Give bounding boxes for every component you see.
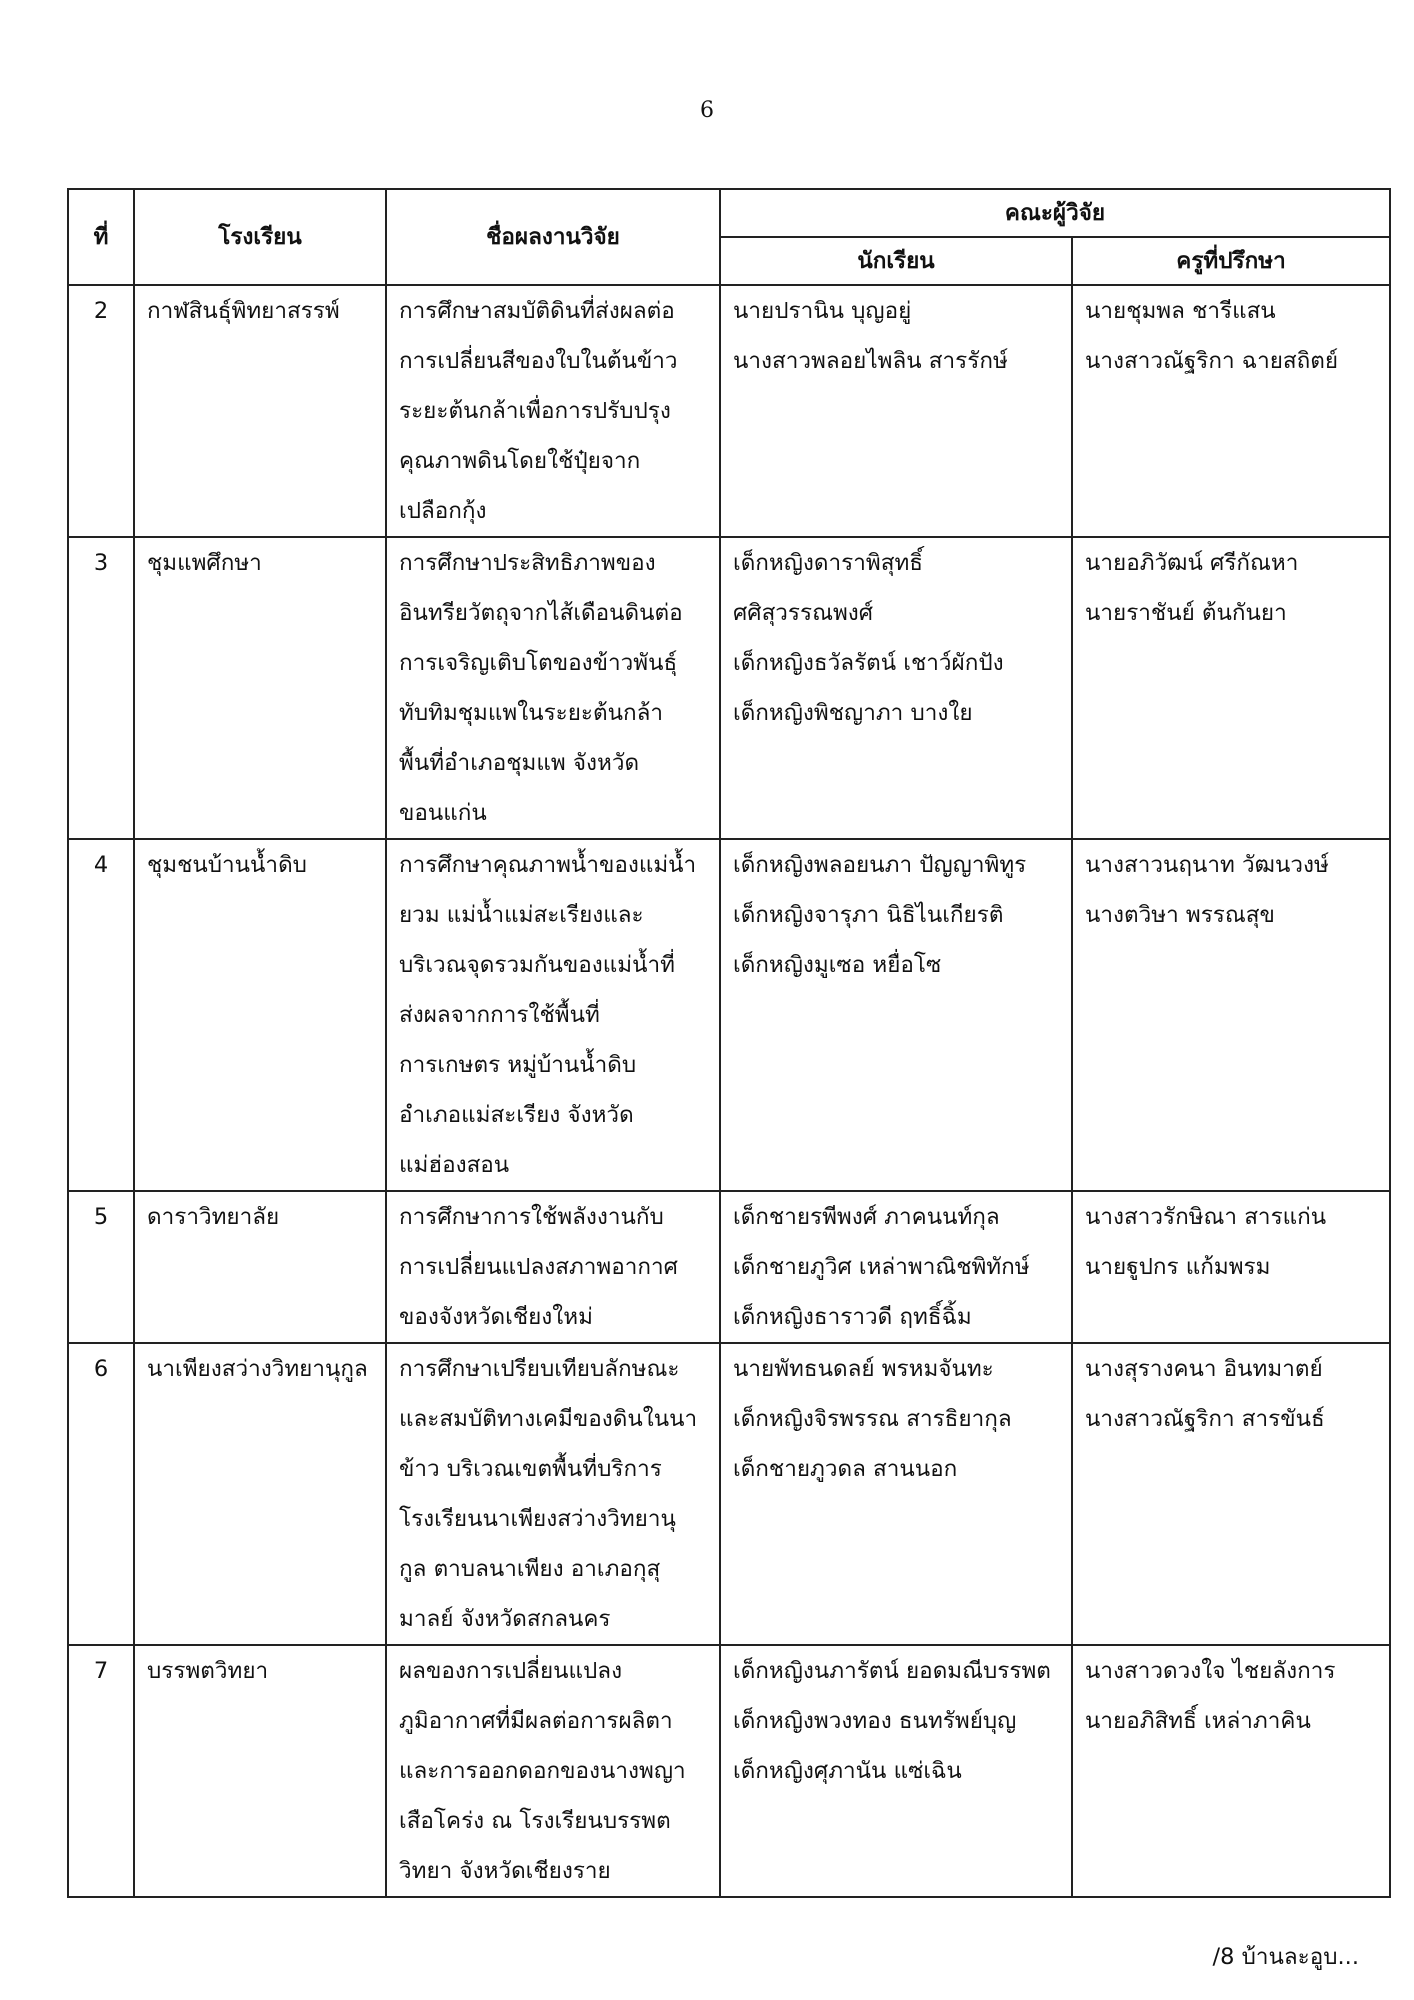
student-name: นายพัทธนดลย์ พรหมจันทะ [733, 1356, 994, 1382]
student-name: เด็กชายภูวดล สานนอก [733, 1456, 958, 1482]
student-name: เด็กหญิงธาราวดี ฤทธิ์ฉิ้ม [733, 1304, 972, 1330]
advisor-name: นางสาวณัฐริกา สารขันธ์ [1085, 1406, 1325, 1432]
title-line: ของจังหวัดเชียงใหม่ [399, 1304, 593, 1330]
title-line: การศึกษาการใช้พลังงานกับ [399, 1204, 664, 1230]
student-name: เด็กหญิงจารุภา นิธิไนเกียรติ [733, 902, 1004, 928]
header-advisors: ครูที่ปรึกษา [1072, 237, 1390, 285]
title-line: การเกษตร หมู่บ้านน้ำดิบ [399, 1052, 637, 1078]
header-students: นักเรียน [720, 237, 1072, 285]
advisor-name: นายอภิวัฒน์ ศรีกัณหา [1085, 550, 1299, 576]
title-line: ส่งผลจากการใช้พื้นที่ [399, 1002, 600, 1028]
table-row [68, 839, 1390, 1191]
title-line: พื้นที่อำเภอชุมแพ จังหวัด [399, 750, 640, 776]
advisor-name: นางสาวดวงใจ ไชยลังการ [1085, 1658, 1336, 1684]
school-cell: ชุมชนบ้านน้ำดิบ [134, 839, 386, 1191]
row-number-cell: 2 [68, 285, 134, 537]
student-name: เด็กหญิงธวัลรัตน์ เชาว์ผักปัง [733, 650, 1004, 676]
advisor-name: นายราชันย์ ต้นกันยา [1085, 600, 1287, 626]
title-line: การเจริญเติบโตของข้าวพันธุ์ [399, 650, 678, 676]
title-line: การศึกษาประสิทธิภาพของ [399, 550, 656, 576]
title-line: ทับทิมชุมแพในระยะต้นกล้า [399, 700, 664, 726]
table-row [68, 1343, 1390, 1645]
title-line: การศึกษาเปรียบเทียบลักษณะ [399, 1356, 680, 1382]
header-title: ชื่อผลงานวิจัย [386, 189, 720, 285]
school-cell: ดาราวิทยาลัย [134, 1191, 386, 1343]
students-cell [720, 537, 1072, 839]
table-row [68, 1191, 1390, 1343]
advisors-cell [1072, 1645, 1390, 1897]
title-line: ข้าว บริเวณเขตพื้นที่บริการ [399, 1456, 662, 1482]
row-number-cell: 7 [68, 1645, 134, 1897]
student-name: เด็กหญิงศุภานัน แซ่เฉิน [733, 1758, 962, 1784]
title-line: ระยะต้นกล้าเพื่อการปรับปรุง [399, 398, 671, 424]
title-line: ภูมิอากาศที่มีผลต่อการผลิตา [399, 1708, 673, 1734]
student-name: เด็กหญิงนภารัตน์ ยอดมณีบรรพต [733, 1658, 1051, 1684]
student-name: เด็กหญิงจิรพรรณ สารธิยากุล [733, 1406, 1012, 1432]
title-line: และการออกดอกของนางพญา [399, 1758, 686, 1784]
title-line: เสือโคร่ง ณ โรงเรียนบรรพต [399, 1808, 671, 1834]
students-cell [720, 1645, 1072, 1897]
row-number-cell: 5 [68, 1191, 134, 1343]
student-name: เด็กหญิงพิชญาภา บางใย [733, 700, 973, 726]
continuation-note: /8 บ้านละอูบ... [1212, 1944, 1359, 1970]
advisor-name: นายฐูปกร แก้มพรม [1085, 1254, 1271, 1280]
school-cell: นาเพียงสว่างวิทยานุกูล [134, 1343, 386, 1645]
advisors-cell [1072, 1343, 1390, 1645]
row-number-cell: 4 [68, 839, 134, 1191]
student-name: เด็กหญิงดาราพิสุทธิ์ [733, 550, 924, 576]
header-team: คณะผู้วิจัย [720, 189, 1390, 237]
school-cell: กาฬสินธุ์พิทยาสรรพ์ [134, 285, 386, 537]
students-cell [720, 1343, 1072, 1645]
student-name: ศศิสุวรรณพงศ์ [733, 600, 874, 626]
title-line: เปลือกกุ้ง [399, 498, 487, 524]
research-title-cell [386, 285, 720, 537]
title-line: โรงเรียนนาเพียงสว่างวิทยานุ [399, 1506, 676, 1532]
student-name: นายปรานิน บุญอยู่ [733, 298, 912, 324]
advisor-name: นางสาวรักษิณา สารแก่น [1085, 1204, 1327, 1230]
title-line: การศึกษาคุณภาพน้ำของแม่น้ำ [399, 852, 697, 878]
students-cell [720, 1191, 1072, 1343]
research-title-cell [386, 839, 720, 1191]
title-line: คุณภาพดินโดยใช้ปุ๋ยจาก [399, 448, 641, 474]
title-line: บริเวณจุดรวมกันของแม่น้ำที่ [399, 952, 675, 978]
title-line: การเปลี่ยนแปลงสภาพอากาศ [399, 1254, 678, 1280]
title-line: อำเภอแม่สะเรียง จังหวัด [399, 1102, 634, 1128]
advisor-name: นายชุมพล ชารีแสน [1085, 298, 1276, 324]
advisors-cell [1072, 537, 1390, 839]
header-school: โรงเรียน [134, 189, 386, 285]
title-line: มาลย์ จังหวัดสกลนคร [399, 1606, 611, 1632]
title-line: การเปลี่ยนสีของใบในต้นข้าว [399, 348, 678, 374]
title-line: การศึกษาสมบัติดินที่ส่งผลต่อ [399, 298, 675, 324]
research-title-cell [386, 1645, 720, 1897]
title-line: ผลของการเปลี่ยนแปลง [399, 1658, 623, 1684]
students-cell [720, 839, 1072, 1191]
title-line: แม่ฮ่องสอน [399, 1152, 510, 1178]
advisors-cell [1072, 839, 1390, 1191]
student-name: เด็กหญิงพลอยนภา ปัญญาพิทูร [733, 852, 1027, 878]
school-cell: บรรพตวิทยา [134, 1645, 386, 1897]
table-row [68, 285, 1390, 537]
title-line: กูล ตาบลนาเพียง อาเภอกุสุ [399, 1556, 661, 1582]
title-line: ขอนแก่น [399, 800, 487, 826]
student-name: เด็กชายรพีพงศ์ ภาคนนท์กุล [733, 1204, 1000, 1230]
student-name: เด็กหญิงพวงทอง ธนทรัพย์บุญ [733, 1708, 1017, 1734]
header-row [68, 189, 1390, 237]
research-table [67, 188, 1391, 1898]
student-name: เด็กหญิงมูเซอ หยื่อโซ [733, 952, 942, 978]
research-title-cell [386, 1191, 720, 1343]
table-body [68, 285, 1390, 1897]
student-name: นางสาวพลอยไพลิน สารรักษ์ [733, 348, 1008, 374]
advisors-cell [1072, 1191, 1390, 1343]
advisor-name: นางสุรางคนา อินทมาตย์ [1085, 1356, 1323, 1382]
title-line: และสมบัติทางเคมีของดินในนา [399, 1406, 698, 1432]
table-row [68, 537, 1390, 839]
advisor-name: นางสาวนฤนาท วัฒนวงษ์ [1085, 852, 1329, 878]
advisor-name: นางสาวณัฐริกา ฉายสถิตย์ [1085, 348, 1339, 374]
advisors-cell [1072, 285, 1390, 537]
header-no: ที่ [68, 189, 134, 285]
page-number: 6 [700, 98, 714, 123]
advisor-name: นางตวิษา พรรณสุข [1085, 902, 1275, 928]
school-cell: ชุมแพศึกษา [134, 537, 386, 839]
students-cell [720, 285, 1072, 537]
student-name: เด็กชายภูวิศ เหล่าพาณิชพิทักษ์ [733, 1254, 1030, 1280]
title-line: อินทรียวัตถุจากไส้เดือนดินต่อ [399, 600, 683, 626]
row-number-cell: 3 [68, 537, 134, 839]
title-line: วิทยา จังหวัดเชียงราย [399, 1858, 611, 1884]
advisor-name: นายอภิสิทธิ์ เหล่าภาคิน [1085, 1708, 1311, 1734]
row-number-cell: 6 [68, 1343, 134, 1645]
research-title-cell [386, 537, 720, 839]
title-line: ยวม แม่น้ำแม่สะเรียงและ [399, 902, 644, 928]
research-title-cell [386, 1343, 720, 1645]
table-row [68, 1645, 1390, 1897]
